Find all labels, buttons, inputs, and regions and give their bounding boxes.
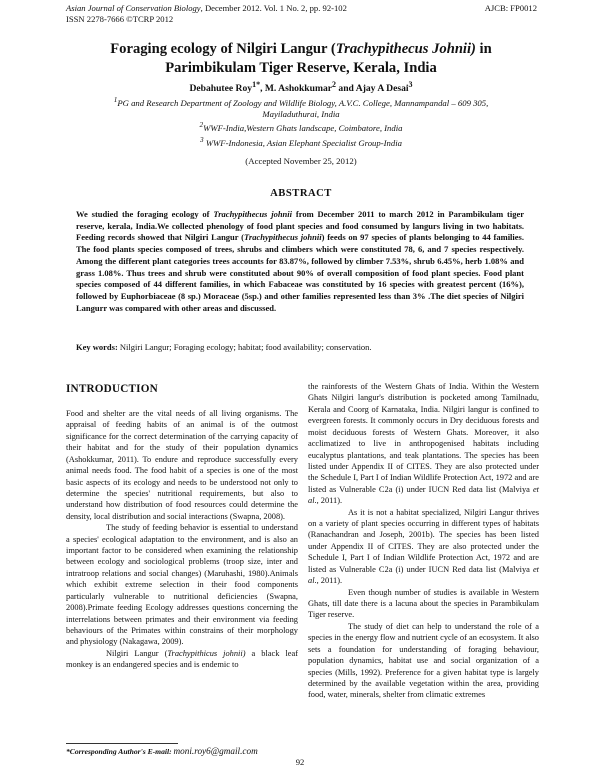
left-column <box>66 408 298 671</box>
accepted-date: (Accepted November 25, 2012) <box>245 156 357 166</box>
abstract-species-1: Trachypithecus johnii <box>213 209 293 219</box>
intro-p4-text: the rainforests of the Western Ghats of India. Within the Western Ghats Nilgiri langur's distribution is pocketed among Tamilnadu, Kerala and Coorg of Karnataka, India. Nilgiri langur is confined to evergreen forests. It commonly occurs in Dry deciduous forests and moist deciduous forests of Western Ghats. Moreover, it also acclimatized to live in anthropogenised habitats including eucalyptus plantations, and teak plantations. The species has been listed under Appendix II of CITES. They are also protected under the Schedule I, Part I of Indian Wildlife Protection Act, 1972 and are listed as Vulnerable C2a (i) under IUCN Red data list (Malviya <box>308 382 539 494</box>
intro-paragraph-7: The study of diet can help to understand the role of a species in the energy flow and nutrient cycle of an ecosystem. It also sets a foundation for understanding of foraging behaviour, population dynamics, habitat use and social organization of a species (Mills, 1992). Preference for a given habitat type is largely determined by the available vegetation within the area, providing food, water, minerals, shelter from climatic extremes <box>308 621 539 700</box>
keywords-text: Nilgiri Langur; Foraging ecology; habitat; food availability; conservation. <box>117 342 372 352</box>
title-species: Trachypithecus Johnii) <box>335 41 476 57</box>
affil-1-sup: 1 <box>113 96 118 104</box>
affil-2: WWF-India,Western Ghats landscape, Coimbatore, India <box>203 123 403 134</box>
intro-paragraph-5 <box>308 507 539 587</box>
intro-paragraph-2: The study of feeding behavior is essential to understand a species' ecological adaptation to the environment, and is also an important factor to be considered when examining the relationship between ecology and sociological problems (troop size, inter and intratroop relations and social changes) (Maruhashi, 1980).Animals which exhibit extreme selection in their food components particularly vulnerable to nutritional deficiencies (Swapna, 2008).Primate feeding Ecology addresses questions concerning the interrelations between primates and their environment via feeding behaviours of the Primates within constrains of their morphology and physiology (Nakagawa, 2009). <box>66 523 298 647</box>
title-line2: Parimbikulam Tiger Reserve, Kerala, India <box>165 60 437 76</box>
issn: ISSN 2278-7666 ©TCRP 2012 <box>66 14 174 24</box>
article-code: AJCB: FP0012 <box>484 3 537 13</box>
intro-p5-text-end: ., 2011). <box>314 576 343 586</box>
keywords-label: Key words: <box>76 342 118 352</box>
intro-paragraph-1: Food and shelter are the vital needs of all living organisms. The appraisal of feeding habits of an animal is of the outmost significance for the correct determination of the carrying capacity of their habitat and for the study of their population dynamics (Ashokkumar, 2011). To endure and reproduce successfully every animal needs food. The food habit of a species is one of the most basic aspects of its ecology and needs to be understood not only to determine the species' nutritional requirements, but also to understand how distribution of food resources could determine the density, local distribution and social interactions (Swapna, 2008). <box>66 409 298 521</box>
affil-2-sup: 2 <box>199 121 204 130</box>
author-list <box>60 80 542 94</box>
abstract-heading: ABSTRACT <box>270 188 332 199</box>
intro-paragraph-6: Even though number of studies is available in Western Ghats, till date there is a lacuna about the species in Parambikulam Tiger reserve. <box>308 587 539 620</box>
running-header <box>66 3 347 25</box>
journal-name: Asian Journal of Conservation Biology <box>66 3 201 13</box>
introduction-heading: INTRODUCTION <box>66 383 158 395</box>
intro-p5-etal: et al <box>308 564 539 586</box>
abstract-text-2: from December 2011 to march 2012 in Parambikulam tiger reserve, kerala, India.We collected phenology of food plant species and food consumed by langurs living in two habitats. Feeding records showed that Nilgiri Langur ( <box>76 209 525 243</box>
author-1: Debahutee Roy <box>189 83 253 95</box>
intro-paragraph-3 <box>66 648 298 671</box>
intro-p3-text: Nilgiri Langur ( <box>106 648 168 658</box>
intro-p4-etal: et al <box>308 484 539 506</box>
title-text: Foraging ecology of Nilgiri Langur ( <box>110 41 336 57</box>
footnote-divider <box>66 743 178 744</box>
abstract-body <box>76 209 524 314</box>
footnote-label: *Corresponding Author's E-mail: <box>66 747 174 756</box>
keywords <box>76 342 524 352</box>
author-3-sup: 3 <box>408 80 413 89</box>
intro-p5-text: As it is not a habitat specialized, Nilgiri Langur thrives on a variety of plant species occurring in different types of habitats (Ranachandran and Joseph, 2001b). The species has been listed under Appendix II of CITES. They are also protected under the Schedule I, Part I of Indian Wildlife Protection Act, 1972 and are listed as Vulnerable C2a (i) under IUCN Red data list (Malviya <box>308 507 539 574</box>
corresponding-author-note <box>66 746 258 756</box>
intro-p3-species: Trachypithicus johnii) <box>167 648 246 658</box>
author-2-sup: 2 <box>332 80 337 89</box>
paper-title <box>60 40 542 78</box>
affil-1-cont: Mayiladuthurai, India <box>262 109 340 120</box>
abstract-text-1: We studied the foraging ecology of <box>76 209 214 219</box>
title-text-end: in <box>475 41 492 57</box>
author-3: and Ajay A Desai <box>336 83 409 95</box>
affiliations <box>60 95 542 149</box>
affil-1: PG and Research Department of Zoology and Wildlife Biology, A.V.C. College, Mannampandal – 609 305, <box>117 97 489 108</box>
abstract-text-3: ) feeds on 97 species of plants belonging to 44 families. The food plants species composed of trees, shrubs and climbers which were constituted 78, 6, and 7 species respectively. Among the different plant categories trees accounts for 83.87%, followed by climber 7.53%, shrub 6.45%, herb 1.08% and grass 1.08%. Thus trees and shrub were constituted about 90% of overall composition of food plant species. Food plant species composed of 44 different families, in which Fabaceae was constituted by 16 species with greatest percent (16%), followed by Euphorbiaceae (8 sp.) Moraceae (5sp.) and other families represented less than 3% .The diet species of Nilgiri Langurr was compared with other areas and discussed. <box>76 232 524 313</box>
issue-info: , December 2012. Vol. 1 No. 2, pp. 92-102 <box>200 3 347 13</box>
right-column <box>308 381 539 701</box>
page-number: 92 <box>295 757 305 767</box>
intro-paragraph-4 <box>308 381 539 507</box>
intro-p4-text-end: ., 2011). <box>314 496 343 506</box>
affil-3: WWF-Indonesia, Asian Elephant Specialist Group-India <box>203 137 402 148</box>
intro-p3-text-end: a black leaf monkey is an endangered species and is endemic to <box>66 648 298 670</box>
author-1-sup: 1* <box>252 80 261 89</box>
abstract-species-2: Trachypithecus johnii <box>244 232 322 243</box>
affil-3-sup: 3 <box>200 135 204 144</box>
author-2: , M. Ashokkumar <box>260 83 333 95</box>
author-email: moni.roy6@gmail.com <box>173 746 258 756</box>
